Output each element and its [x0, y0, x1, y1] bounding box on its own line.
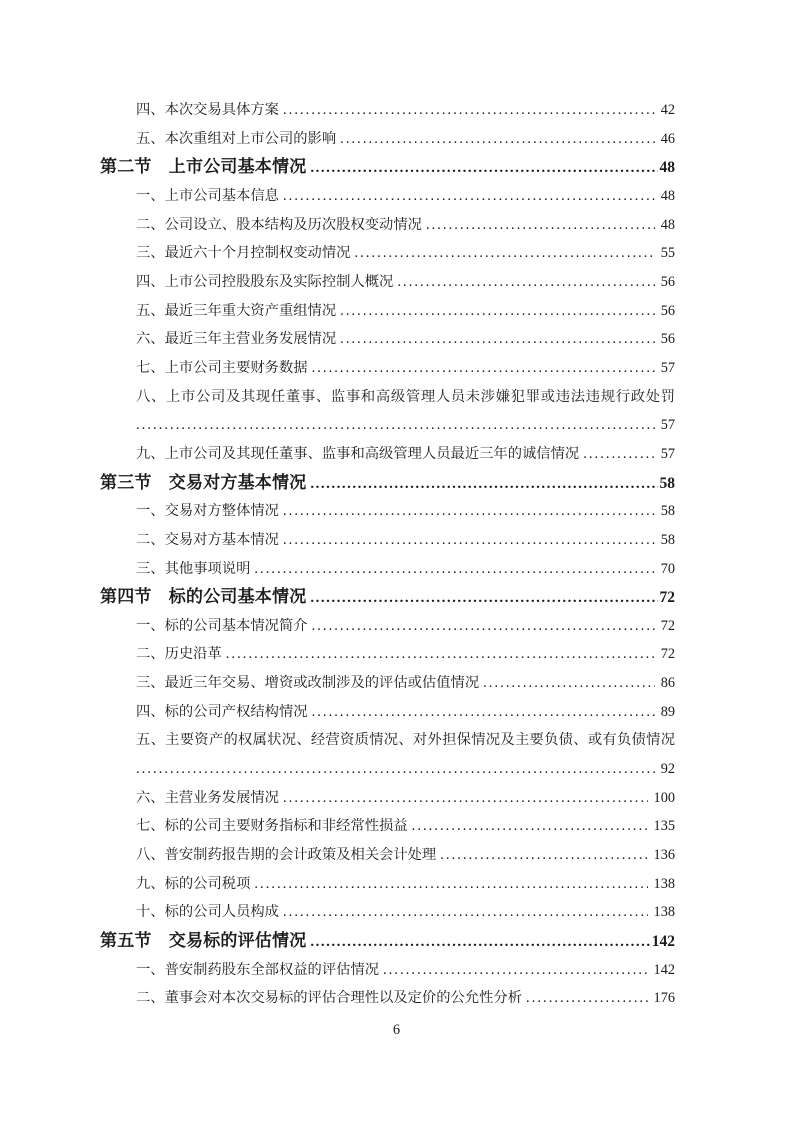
toc-item-continuation — [100, 411, 675, 440]
toc-item-row — [100, 612, 675, 641]
entry-label: 九、标的公司税项 — [136, 875, 251, 892]
page-ref: 135 — [653, 818, 675, 835]
entry-label: 二、历史沿革 — [136, 646, 222, 663]
dot-leader — [283, 784, 648, 813]
dot-leader — [340, 325, 655, 354]
dot-leader — [254, 870, 647, 899]
dot-leader — [310, 154, 657, 183]
toc-item-row — [100, 526, 675, 555]
page-ref: 46 — [660, 130, 675, 147]
dot-leader — [583, 440, 655, 469]
section-title: 第三节 交易对方基本情况 — [100, 472, 307, 492]
page-ref: 55 — [660, 245, 675, 262]
toc-item-row — [100, 898, 675, 927]
page-ref: 138 — [653, 904, 675, 921]
dot-leader — [312, 612, 655, 641]
entry-label: 四、本次交易具体方案 — [136, 102, 279, 118]
toc-item-row — [100, 669, 675, 698]
dot-leader — [312, 354, 655, 383]
toc-item-row — [100, 841, 675, 870]
dot-leader — [310, 470, 657, 499]
entry-label: 八、普安制药报告期的会计政策及相关会计处理 — [136, 847, 437, 864]
toc-item-row — [100, 812, 675, 841]
toc-item-row — [100, 497, 675, 526]
page-ref: 142 — [651, 933, 675, 951]
dot-leader — [412, 812, 648, 841]
page-ref: 176 — [653, 990, 675, 1007]
toc-item-row — [100, 268, 675, 297]
dot-leader — [283, 898, 648, 927]
entry-label: 四、标的公司产权结构情况 — [136, 703, 308, 720]
entry-label: 三、最近三年交易、增资或改制涉及的评估或估值情况 — [136, 675, 480, 692]
dot-leader — [354, 239, 654, 268]
entry-label: 四、上市公司控股股东及实际控制人概况 — [136, 273, 394, 290]
toc-item-row — [100, 640, 675, 669]
footer-page-number: 6 — [392, 1022, 401, 1038]
page-ref: 136 — [653, 847, 675, 864]
page-ref: 42 — [660, 102, 675, 118]
toc-section-row — [100, 153, 675, 182]
toc-item-continuation — [100, 755, 675, 784]
toc-item-row — [100, 440, 675, 469]
page-ref: 56 — [660, 331, 675, 348]
dot-leader — [440, 841, 647, 870]
dot-leader — [283, 182, 655, 211]
entry-label: 二、董事会对本次交易标的评估合理性以及定价的公允性分析 — [136, 990, 523, 1007]
entry-label: 一、普安制药股东全部权益的评估情况 — [136, 961, 380, 978]
page-ref: 58 — [660, 503, 675, 520]
entry-label: 二、交易对方基本情况 — [136, 531, 279, 548]
page-ref: 56 — [660, 302, 675, 319]
page-ref: 48 — [660, 187, 675, 204]
dot-leader — [483, 669, 655, 698]
dot-leader — [136, 755, 655, 784]
dot-leader — [340, 125, 655, 154]
entry-label: 六、主营业务发展情况 — [136, 789, 279, 806]
dot-leader — [383, 956, 648, 985]
entry-label: 五、最近三年重大资产重组情况 — [136, 302, 337, 319]
toc-item-row — [100, 354, 675, 383]
page-ref: 100 — [653, 789, 675, 806]
page-ref: 142 — [653, 961, 675, 978]
dot-leader — [310, 928, 649, 957]
entry-label: 九、上市公司及其现任董事、监事和高级管理人员最近三年的诚信情况 — [136, 445, 580, 462]
dot-leader — [283, 96, 655, 125]
page-ref: 48 — [660, 216, 675, 233]
page-ref: 58 — [660, 531, 675, 548]
entry-label: 一、交易对方整体情况 — [136, 503, 279, 520]
page-ref: 86 — [660, 675, 675, 692]
entry-label: 五、本次重组对上市公司的影响 — [136, 130, 337, 147]
entry-label: 三、其他事项说明 — [136, 560, 251, 577]
page-ref: 48 — [659, 159, 675, 177]
dot-leader — [254, 555, 654, 584]
toc-item-row — [100, 182, 675, 211]
dot-leader — [312, 698, 655, 727]
toc-item-row — [100, 984, 675, 1013]
toc-section-row — [100, 469, 675, 498]
entry-label: 六、最近三年主营业务发展情况 — [136, 331, 337, 348]
dot-leader — [526, 984, 648, 1013]
section-title: 第二节 上市公司基本情况 — [100, 157, 307, 177]
toc-item-row — [100, 211, 675, 240]
page-ref: 72 — [659, 589, 675, 607]
page-ref: 70 — [660, 560, 675, 577]
toc-section-row — [100, 927, 675, 956]
toc-section-row — [100, 583, 675, 612]
dot-leader — [283, 497, 655, 526]
dot-leader — [226, 640, 655, 669]
entry-label: 一、上市公司基本信息 — [136, 187, 279, 204]
section-title: 第五节 交易标的评估情况 — [100, 931, 307, 951]
toc-item-row — [100, 96, 675, 125]
toc-item-row — [100, 325, 675, 354]
toc-item-row — [100, 784, 675, 813]
entry-label: 一、标的公司基本情况简介 — [136, 617, 308, 634]
toc-item-row — [100, 698, 675, 727]
toc-item-row — [100, 125, 675, 154]
toc-item-text: 八、上市公司及其现任董事、监事和高级管理人员未涉嫌犯罪或违法违规行政处罚 — [136, 388, 675, 405]
entry-label: 七、标的公司主要财务指标和非经常性损益 — [136, 818, 408, 835]
page-ref: 92 — [660, 761, 675, 778]
entry-label: 七、上市公司主要财务数据 — [136, 359, 308, 376]
page-ref: 57 — [660, 417, 675, 434]
toc-item-row — [100, 297, 675, 326]
dot-leader — [136, 411, 655, 440]
dot-leader — [340, 297, 655, 326]
page-ref: 138 — [653, 875, 675, 892]
toc-item-row — [100, 870, 675, 899]
toc-item-row — [100, 239, 675, 268]
page-ref: 72 — [660, 646, 675, 663]
dot-leader — [426, 211, 655, 240]
page-ref: 57 — [660, 359, 675, 376]
dot-leader — [283, 526, 655, 555]
page-ref: 72 — [660, 617, 675, 634]
dot-leader — [397, 268, 654, 297]
entry-label: 二、公司设立、股本结构及历次股权变动情况 — [136, 216, 422, 233]
section-title: 第四节 标的公司基本情况 — [100, 587, 307, 607]
page-ref: 58 — [659, 474, 675, 492]
entry-label: 三、最近六十个月控制权变动情况 — [136, 245, 351, 262]
page-ref: 89 — [660, 703, 675, 720]
page-ref: 56 — [660, 273, 675, 290]
table-of-contents — [100, 96, 675, 1013]
dot-leader — [310, 584, 657, 613]
toc-item-row — [100, 956, 675, 985]
page-ref: 57 — [660, 445, 675, 462]
toc-item-row — [100, 555, 675, 584]
toc-item-text: 五、主要资产的权属状况、经营资质情况、对外担保情况及主要负债、或有负债情况 — [136, 732, 675, 749]
entry-label: 十、标的公司人员构成 — [136, 904, 279, 921]
